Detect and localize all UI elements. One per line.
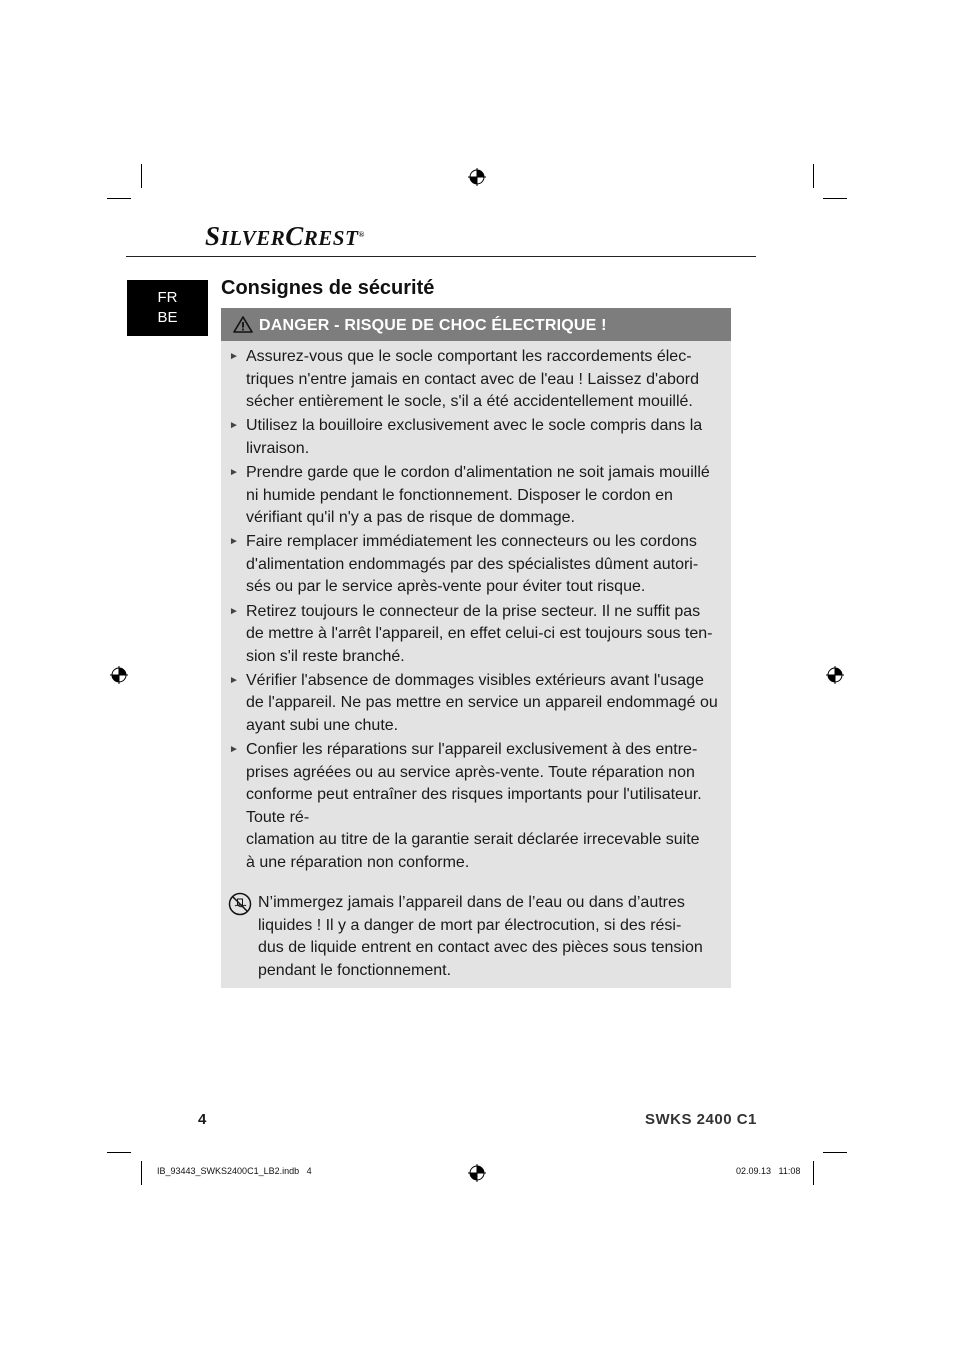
list-item-line: ayant subi une chute. [246, 717, 399, 734]
list-item-line: Confier les réparations sur l'appareil exclusivement à des entre- [246, 741, 698, 759]
no-immersion-icon [228, 892, 252, 916]
header-divider [126, 256, 756, 257]
list-item [221, 346, 731, 414]
danger-header [221, 308, 731, 341]
danger-panel [221, 308, 731, 988]
list-item-line: conforme peut entraîner des risques importants pour l'utilisateur. [246, 786, 702, 804]
language-code: FR [157, 289, 178, 306]
model-name: SWKS 2400 C1 [645, 1111, 757, 1128]
language-code: BE [157, 309, 178, 326]
list-item-line: prises agréées ou au service après-vente. Toute réparation non [246, 763, 695, 781]
language-tab [127, 280, 208, 336]
registration-mark-icon [826, 666, 844, 684]
bullet-arrow-icon: ► [229, 744, 239, 756]
crop-mark [813, 164, 814, 188]
note-line: pendant le fonctionnement. [258, 961, 452, 979]
list-item-line: vérifiant qu'il n'y a pas de risque de dommage. [246, 509, 575, 527]
list-item-line: sion s'il reste branché. [246, 647, 405, 665]
list-item-line: de mettre à l'arrêt l'appareil, en effet celui-ci est toujours sous ten- [246, 625, 713, 643]
list-item [221, 739, 731, 875]
list-item [221, 462, 731, 530]
list-item [221, 531, 731, 599]
list-item-line: de l'appareil. Ne pas mettre en service un appareil endommagé ou [246, 694, 718, 712]
list-item-line: Utilisez la bouilloire exclusivement avec le socle compris dans la [246, 417, 703, 435]
list-item [221, 415, 731, 460]
list-item-line: Retirez toujours le connecteur de la prise secteur. Il ne suffit pas [246, 602, 701, 620]
crop-mark [813, 1161, 814, 1185]
crop-mark [141, 164, 142, 188]
list-item-line: Assurez-vous que le socle comportant les raccordements élec- [246, 348, 692, 365]
warning-triangle-icon [233, 316, 253, 333]
crop-mark [107, 198, 131, 199]
section-title: Consignes de sécurité [221, 277, 435, 299]
registration-mark-icon [468, 1164, 486, 1182]
list-item-line: livraison. [246, 439, 310, 457]
note-line: liquides ! Il y a danger de mort par électrocution, si des rési- [258, 916, 682, 934]
brand-logo: SILVERCREST® [205, 221, 365, 251]
list-item-line: Faire remplacer immédiatement les connecteurs ou les cordons [246, 533, 697, 551]
bullet-arrow-icon: ► [229, 420, 239, 432]
list-item-line: sés ou par le service après-vente pour éviter tout risque. [246, 578, 646, 596]
page-number: 4 [198, 1111, 207, 1128]
safety-list [221, 346, 731, 876]
list-item [221, 601, 731, 669]
print-file-info: IB_93443_SWKS2400C1_LB2.indb 4 [157, 1166, 312, 1176]
print-date: 02.09.13 11:08 [736, 1166, 801, 1176]
crop-mark [823, 1152, 847, 1153]
registration-mark-icon [110, 666, 128, 684]
note-line: dus de liquide entrent en contact avec des pièces sous tension [258, 939, 703, 957]
list-item-line: Vérifier l'absence de dommages visibles extérieurs avant l'usage [246, 671, 704, 689]
danger-heading: DANGER - RISQUE DE CHOC ÉLECTRIQUE ! [259, 317, 607, 334]
list-item-line: ni humide pendant le fonctionnement. Disposer le cordon en [246, 486, 673, 504]
immersion-note-text [258, 892, 703, 982]
list-item-line: sécher entièrement le socle, s'il a été accidentellement mouillé. [246, 393, 693, 411]
crop-mark [141, 1161, 142, 1185]
registration-mark-icon [468, 168, 486, 186]
bullet-arrow-icon: ► [229, 466, 239, 478]
list-item-line: Toute ré- [246, 808, 310, 826]
note-line: N’immergez jamais l’appareil dans de l’eau ou dans d’autres [258, 894, 685, 911]
list-item-line: triques n'entre jamais en contact avec de l'eau ! Laissez d'abord [246, 370, 699, 388]
bullet-arrow-icon: ► [229, 351, 239, 362]
list-item-line: clamation au titre de la garantie serait déclarée irrecevable suite [246, 831, 700, 849]
list-item-line: d'alimentation endommagés par des spécialistes dûment autori- [246, 555, 699, 573]
list-item [221, 670, 731, 738]
bullet-arrow-icon: ► [229, 674, 239, 686]
bullet-arrow-icon: ► [229, 605, 239, 617]
bullet-arrow-icon: ► [229, 536, 239, 548]
crop-mark [823, 198, 847, 199]
crop-mark [107, 1152, 131, 1153]
list-item-line: à une réparation non conforme. [246, 854, 470, 872]
list-item-line: Prendre garde que le cordon d'alimentation ne soit jamais mouillé [246, 463, 710, 481]
